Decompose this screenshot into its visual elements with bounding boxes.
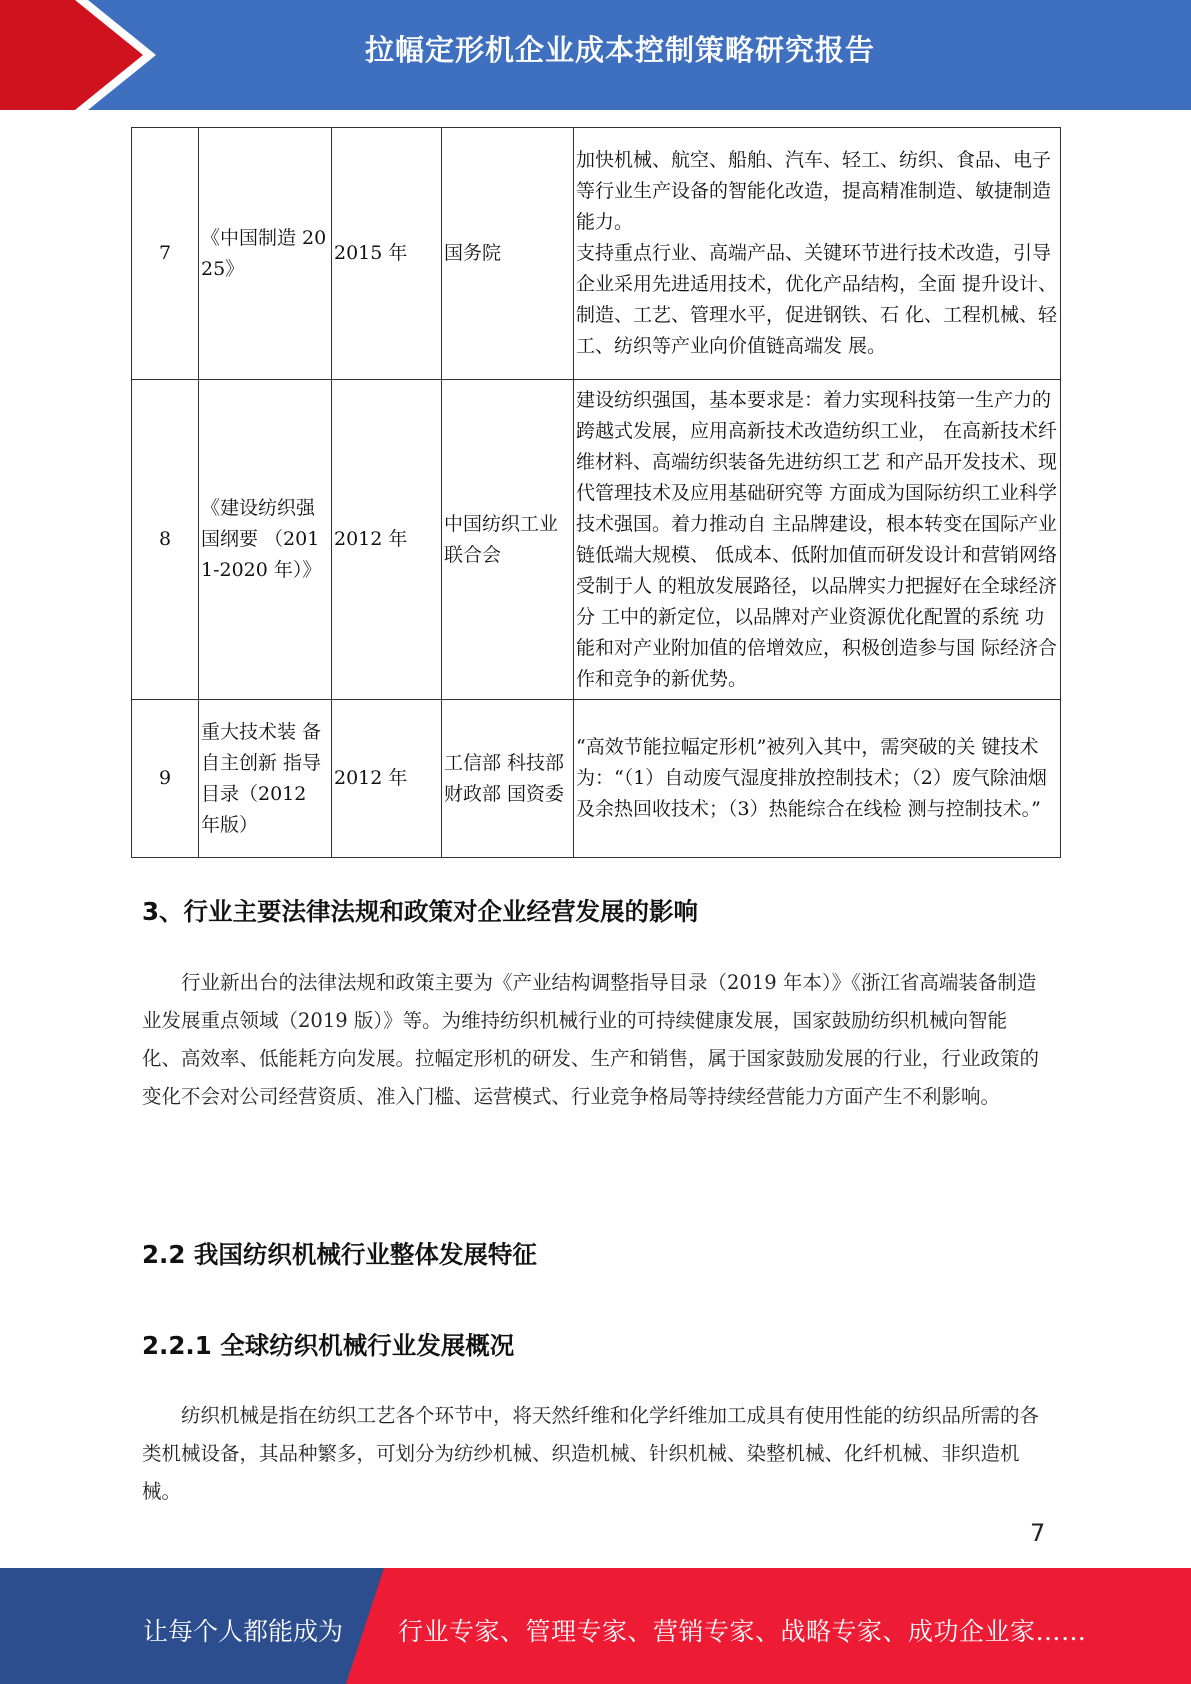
row-number: 9 xyxy=(132,700,199,858)
row-number: 7 xyxy=(132,128,199,380)
policy-issuer: 国务院 xyxy=(442,128,574,380)
policy-content xyxy=(574,700,1061,858)
content-paragraph: 加快机械、航空、船舶、汽车、轻工、纺织、食品、电子等行业生产设备的智能化改造，提高精准制造、敏捷制造能力。 xyxy=(576,149,1052,233)
section-heading: 2.2 我国纺织机械行业整体发展特征 xyxy=(142,1240,537,1269)
policy-year: 2012 年 xyxy=(332,380,442,700)
table-row xyxy=(132,700,1061,858)
page-header xyxy=(0,0,1191,110)
policy-issuer: 工信部 科技部 财政部 国资委 xyxy=(442,700,574,858)
table-row xyxy=(132,128,1061,380)
section-paragraph: 行业新出台的法律法规和政策主要为《产业结构调整指导目录（2019 年本）》《浙江省高端装备制造业发展重点领域（2019 版）》等。为维持纺织机械行业的可持续健康发展，国家鼓励纺织机械向智能化、高效率、低能耗方向发展。拉幅定形机的研发、生产和销售，属于国家鼓励发展的行业，行业政策的变化不会对公司经营资质、准入门槛、运营模式、行业竞争格局等持续经营能力方面产生不利影响。 xyxy=(142,971,1040,1108)
policy-issuer: 中国纺织工业联合会 xyxy=(442,380,574,700)
row-number: 8 xyxy=(132,380,199,700)
content-paragraph: 支持重点行业、高端产品、关键环节进行技术改造，引导企业采用先进适用技术，优化产品结构，全面 提升设计、制造、工艺、管理水平，促进钢铁、石 化、工程机械、轻工、纺织等产业向价值链高端发 展。 xyxy=(576,242,1058,357)
policy-table xyxy=(131,127,1061,858)
page-footer xyxy=(0,1568,1191,1684)
policy-content xyxy=(574,128,1061,380)
subsection-heading: 2.2.1 全球纺织机械行业发展概况 xyxy=(142,1331,515,1360)
report-title: 拉幅定形机企业成本控制策略研究报告 xyxy=(364,33,875,67)
policy-year: 2015 年 xyxy=(332,128,442,380)
table-row xyxy=(132,380,1061,700)
section-heading: 3、行业主要法律法规和政策对企业经营发展的影响 xyxy=(142,897,699,926)
policy-name: 《中国制造 2025》 xyxy=(199,128,332,380)
policy-year: 2012 年 xyxy=(332,700,442,858)
policy-content xyxy=(574,380,1061,700)
content-paragraph: 建设纺织强国，基本要求是：着力实现科技第一生产力的跨越式发展，应用高新技术改造纺织工业， 在高新技术纤维材料、高端纺织装备先进纺织工艺 和产品开发技术、现代管理技术及应用基础研究等 方面成为国际纺织工业科学技术强国。着力推动自 主品牌建设，根本转变在国际产业链低端大规模、 低成本、低附加值而研发设计和营销网络受制于人 的粗放发展路径，以品牌实力把握好在全球经济分 工中的新定位，以品牌对产业资源优化配置的系统 功能和对产业附加值的倍增效应，积极创造参与国 际经济合作和竞争的新优势。 xyxy=(576,388,1058,690)
footer-slogan-right: 行业专家、管理专家、营销专家、战略专家、成功企业家…… xyxy=(398,1617,1087,1646)
section-paragraph: 纺织机械是指在纺织工艺各个环节中，将天然纤维和化学纤维加工成具有使用性能的纺织品所需的各类机械设备，其品种繁多，可划分为纺纱机械、织造机械、针织机械、染整机械、化纤机械、非织造机械。 xyxy=(142,1404,1040,1503)
policy-name: 《建设纺织强国纲要 （2011-2020 年）》 xyxy=(199,380,332,700)
page-number: 7 xyxy=(1030,1519,1046,1547)
policy-name: 重大技术装 备自主创新 指导目录（2012 年版） xyxy=(199,700,332,858)
content-paragraph: “高效节能拉幅定形机”被列入其中，需突破的关 键技术为：“（1）自动废气湿度排放控制技术；（2）废气除油烟及余热回收技术；（3）热能综合在线检 测与控制技术。” xyxy=(576,736,1047,820)
footer-slogan-left: 让每个人都能成为 xyxy=(143,1617,344,1646)
